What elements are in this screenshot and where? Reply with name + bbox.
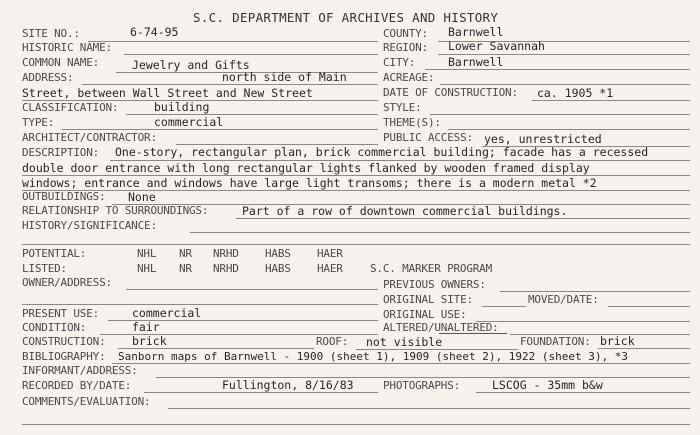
- listed-haer: HAER: [317, 262, 343, 275]
- region-value: Lower Savannah: [448, 39, 545, 53]
- theme-line: [448, 129, 690, 130]
- previous-owners-label: PREVIOUS OWNERS:: [383, 278, 486, 291]
- historic-name-label: HISTORIC NAME:: [22, 41, 112, 54]
- potential-haer: HAER: [317, 247, 343, 260]
- site-no-value: 6-74-95: [130, 25, 179, 39]
- county-label: COUNTY:: [383, 27, 428, 40]
- address-line: [82, 84, 378, 85]
- construction-line: [118, 348, 314, 349]
- listed-label: LISTED:: [22, 262, 67, 275]
- city-line: [425, 69, 690, 70]
- recorded-by-line: [144, 392, 378, 393]
- original-site-line: [482, 306, 526, 307]
- acreage-label: ACREAGE:: [383, 71, 435, 84]
- informant-label: INFORMANT/ADDRESS:: [22, 364, 138, 377]
- relationship-line: [236, 218, 690, 219]
- previous-owners-line: [500, 291, 690, 292]
- architect-label: ARCHITECT/CONTRACTOR:: [22, 131, 157, 144]
- recorded-by-value: Fullington, 8/16/83: [222, 378, 354, 392]
- potential-nrhd: NRHD: [213, 247, 239, 260]
- style-label: STYLE:: [383, 101, 422, 114]
- listed-habs: HABS: [265, 262, 291, 275]
- historic-name-line: [124, 54, 378, 55]
- potential-habs: HABS: [265, 247, 291, 260]
- foundation-line: [598, 348, 690, 349]
- relationship-value: Part of a row of downtown commercial buildings.: [242, 204, 568, 218]
- outbuildings-value: None: [128, 190, 156, 204]
- listed-nhl: NHL: [137, 262, 157, 275]
- history-line: [190, 232, 690, 233]
- common-name-value: Jewelry and Gifts: [132, 58, 250, 72]
- acreage-line: [440, 84, 690, 85]
- public-access-label: PUBLIC ACCESS:: [383, 131, 473, 144]
- description-line-1: One-story, rectangular plan, brick commercial building; facade has a recessed: [115, 145, 649, 159]
- date-of-construction-label: DATE OF CONSTRUCTION:: [383, 86, 518, 99]
- original-site-label: ORIGINAL SITE:: [383, 293, 473, 306]
- condition-label: CONDITION:: [22, 321, 87, 334]
- potential-nr: NR: [179, 247, 192, 260]
- owner-address-label: OWNER/ADDRESS:: [22, 276, 112, 289]
- listed-nrhd: NRHD: [213, 262, 239, 275]
- owner-address-line: [126, 289, 378, 290]
- description-line-2: double door entrance with long rectangular lights flanked by wooden framed display: [22, 161, 590, 175]
- public-access-value: yes, unrestricted: [484, 132, 602, 146]
- photographs-value: LSCOG - 35mm b&w: [492, 378, 603, 392]
- photographs-label: PHOTOGRAPHS:: [383, 379, 461, 392]
- comments-line: [168, 408, 690, 409]
- bibliography-label: BIBLIOGRAPHY:: [22, 350, 106, 363]
- foundation-value: brick: [600, 334, 635, 348]
- address-value-line2: Street, between Wall Street and New Street: [22, 86, 313, 100]
- common-name-label: COMMON NAME:: [22, 56, 100, 69]
- county-value: Barnwell: [448, 25, 504, 39]
- construction-label: CONSTRUCTION:: [22, 335, 106, 348]
- region-label: REGION:: [383, 41, 428, 54]
- description-label: DESCRIPTION:: [22, 146, 100, 159]
- form-title: S.C. DEPARTMENT OF ARCHIVES AND HISTORY: [193, 10, 499, 25]
- moved-date-label: MOVED/DATE:: [528, 293, 599, 306]
- listed-nr: NR: [179, 262, 192, 275]
- marker-program-label: S.C. MARKER PROGRAM: [370, 262, 493, 275]
- history-label: HISTORY/SIGNIFICANCE:: [22, 219, 157, 232]
- present-use-label: PRESENT USE:: [22, 307, 100, 320]
- present-use-value: commercial: [132, 306, 202, 320]
- comments-line-2: [22, 424, 690, 425]
- address-label: ADDRESS:: [22, 71, 74, 84]
- moved-date-line: [608, 306, 690, 307]
- original-use-label: ORIGINAL USE:: [383, 308, 467, 321]
- comments-label: COMMENTS/EVALUATION:: [22, 395, 151, 408]
- original-use-line: [476, 321, 690, 322]
- city-label: CITY:: [383, 56, 416, 69]
- construction-value: brick: [132, 334, 167, 348]
- style-line: [430, 114, 690, 115]
- bibliography-line: [112, 363, 690, 364]
- potential-label: POTENTIAL:: [22, 247, 87, 260]
- type-value: commercial: [154, 115, 224, 129]
- classification-value: building: [154, 100, 210, 114]
- date-of-construction-value: ca. 1905 *1: [537, 86, 614, 100]
- owner-address-line-2: [22, 304, 378, 305]
- bibliography-value: Sanborn maps of Barnwell - 1900 (sheet 1), 1909 (sheet 2), 1922 (sheet 3), *3: [118, 350, 628, 363]
- address-value-line1: north side of Main: [222, 70, 347, 84]
- site-no-label: SITE NO.:: [22, 27, 80, 40]
- theme-label: THEME(S):: [383, 116, 441, 129]
- altered-unaltered-underline: [439, 333, 507, 334]
- roof-label: ROOF:: [316, 335, 349, 348]
- recorded-by-label: RECORDED BY/DATE:: [22, 379, 132, 392]
- photographs-line: [476, 392, 690, 393]
- history-line-2: [22, 244, 690, 245]
- date-of-construction-line: [532, 100, 690, 101]
- type-line: [62, 129, 378, 130]
- classification-label: CLASSIFICATION:: [22, 101, 119, 114]
- altered-unaltered-label: ALTERED/UNALTERED:: [383, 321, 499, 334]
- roof-value: not visible: [366, 335, 443, 349]
- description-line-3: windows; entrance and windows have large light transoms; there is a modern metal *2: [22, 176, 597, 190]
- foundation-label: FOUNDATION:: [520, 335, 591, 348]
- condition-value: fair: [132, 320, 160, 334]
- type-label: TYPE:: [22, 116, 55, 129]
- site-no-line: [88, 41, 378, 42]
- outbuildings-label: OUTBUILDINGS:: [22, 190, 106, 203]
- city-value: Barnwell: [448, 55, 504, 69]
- relationship-label: RELATIONSHIP TO SURROUNDINGS:: [22, 204, 209, 217]
- description-rule-3: [22, 190, 690, 191]
- potential-nhl: NHL: [137, 247, 157, 260]
